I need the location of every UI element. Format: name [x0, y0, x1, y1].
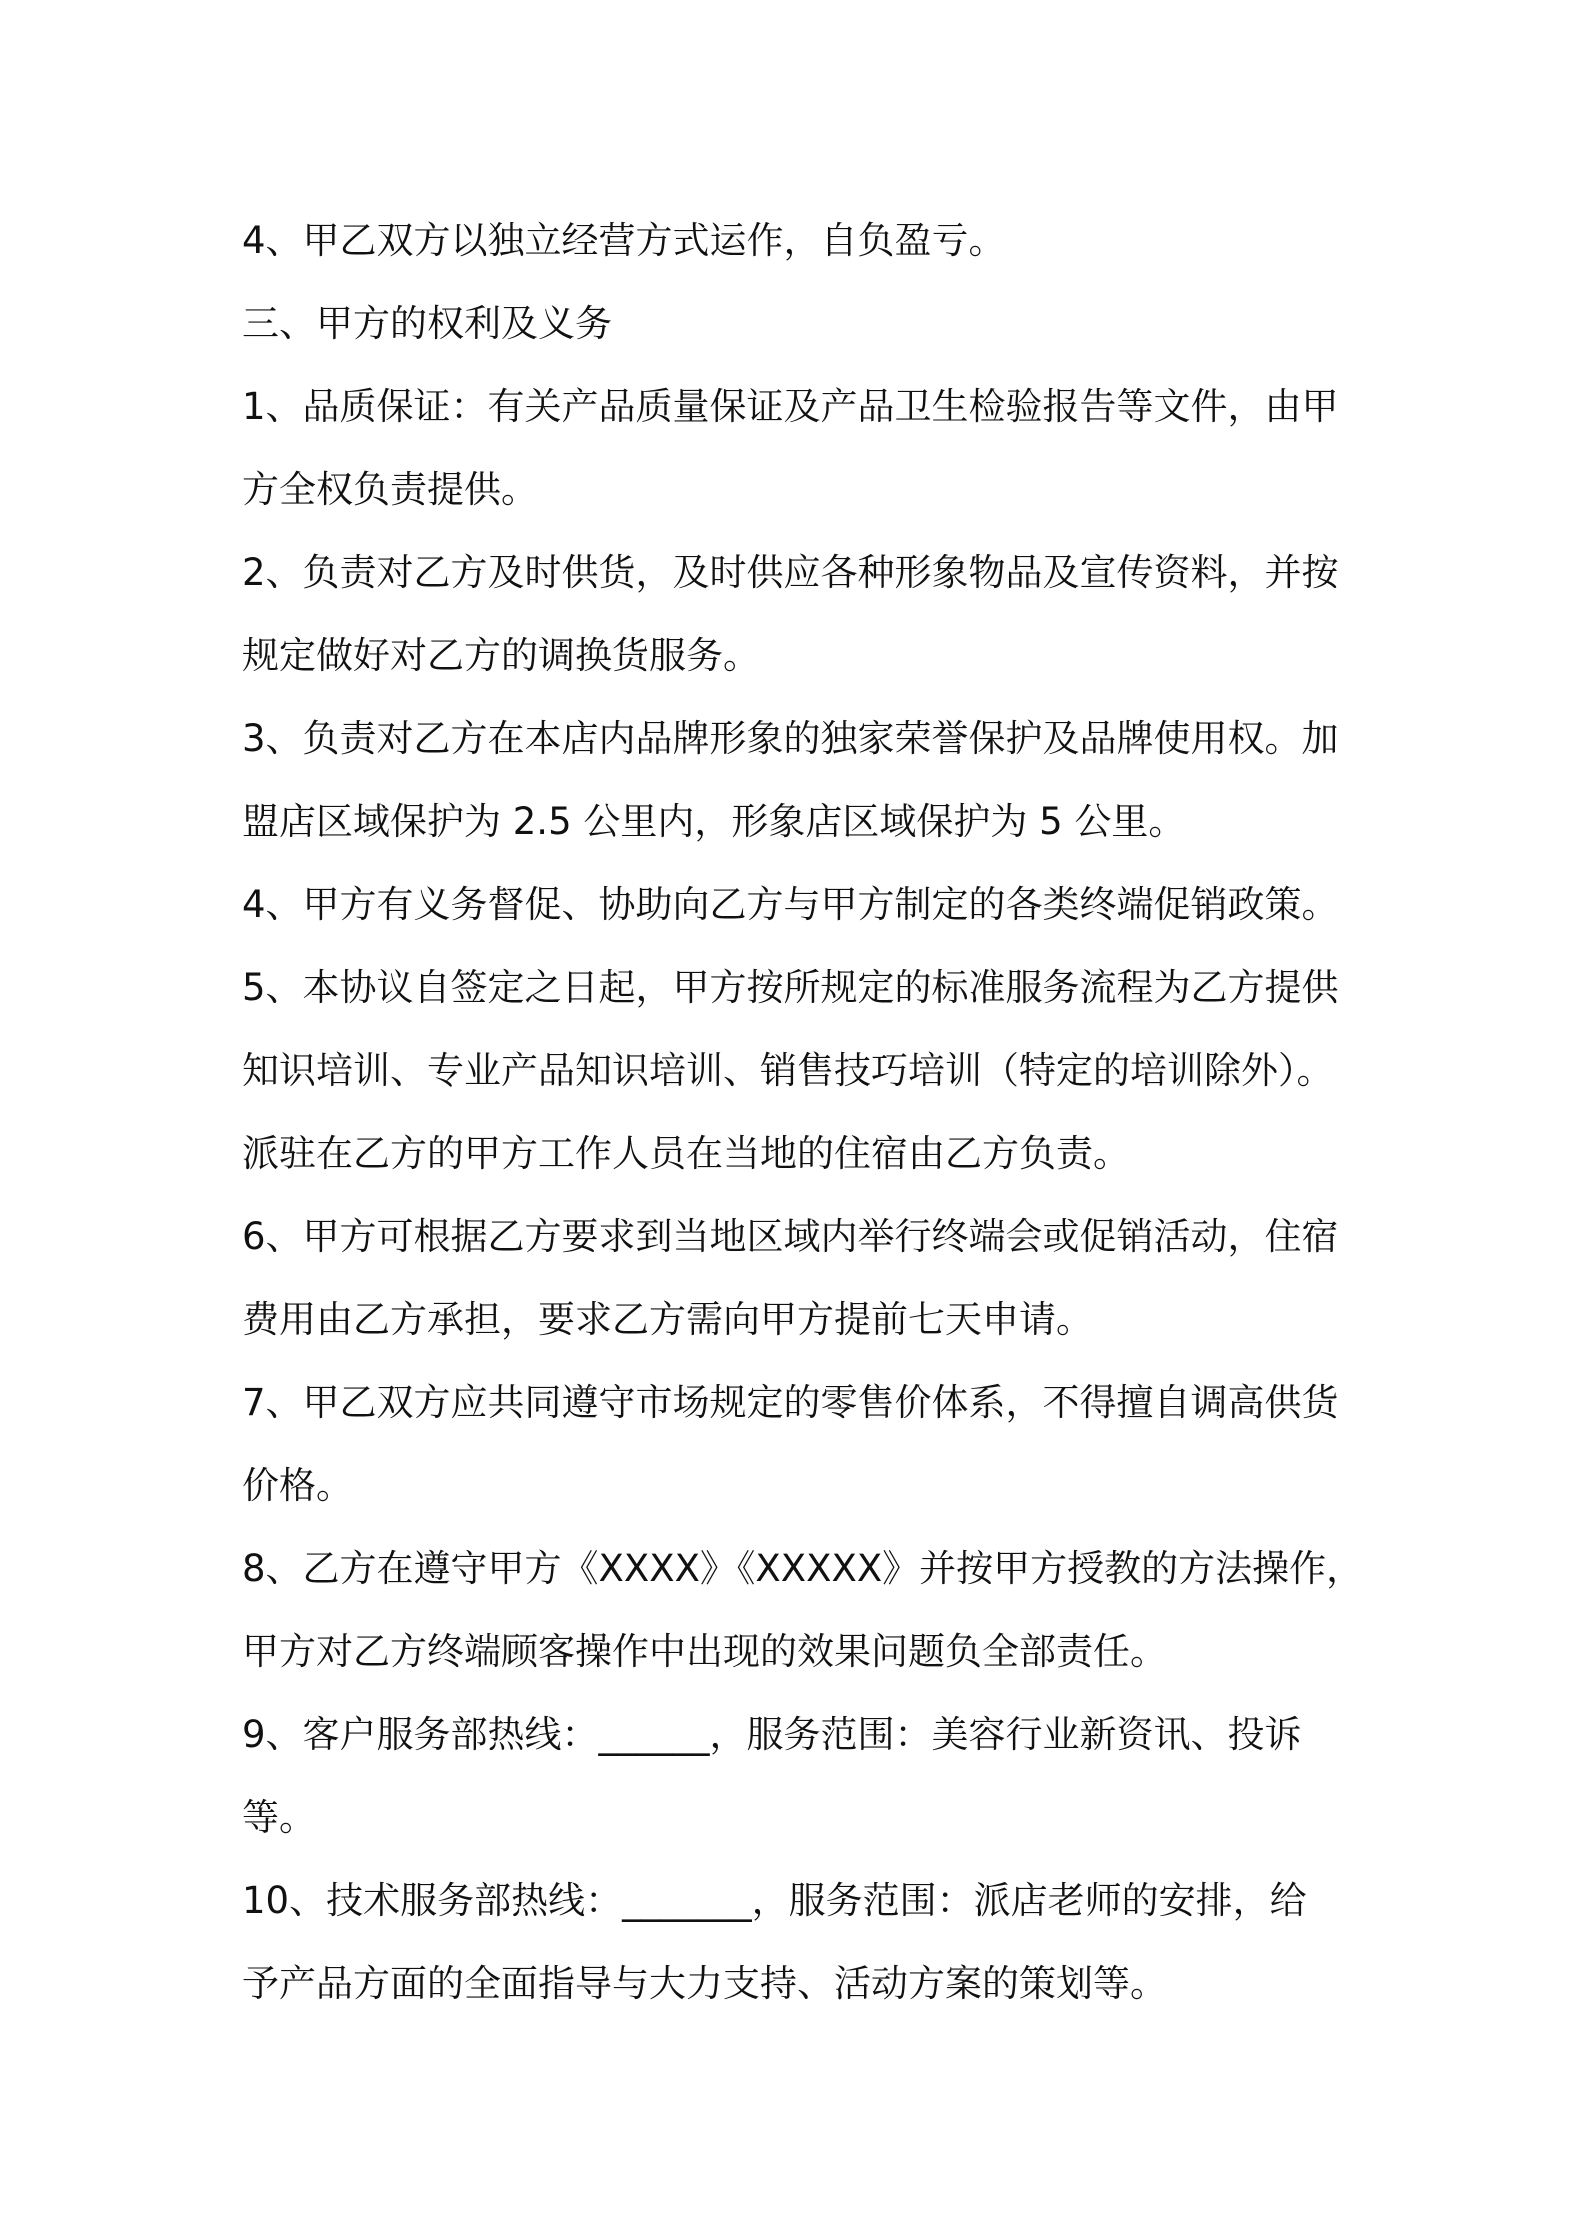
paragraph-3 — [242, 365, 1362, 531]
text-line: 5、本协议自签定之日起，甲方按所规定的标准服务流程为乙方提供 — [242, 966, 1339, 1009]
text-line: 4、甲方有义务督促、协助向乙方与甲方制定的各类终端促销政策。 — [242, 883, 1339, 926]
paragraph-9 — [242, 1361, 1362, 1527]
paragraph-7 — [242, 946, 1362, 1195]
document-body — [242, 199, 1362, 2025]
section-heading — [242, 282, 1362, 365]
text-line: 予产品方面的全面指导与大力支持、活动方案的策划等。 — [242, 1962, 1167, 2005]
text-line: 甲方对乙方终端顾客操作中出现的效果问题负全部责任。 — [242, 1630, 1167, 1673]
paragraph-6 — [242, 863, 1362, 946]
text-line: 规定做好对乙方的调换货服务。 — [242, 634, 760, 677]
paragraph-12 — [242, 1859, 1362, 2025]
text-line: 8、乙方在遵守甲方《XXXX》《XXXXX》并按甲方授教的方法操作， — [242, 1547, 1364, 1590]
text-line: 10、技术服务部热线：_______，服务范围：派店老师的安排，给 — [242, 1879, 1307, 1922]
text-line: 9、客户服务部热线：______，服务范围：美容行业新资讯、投诉 — [242, 1713, 1302, 1756]
paragraph-5 — [242, 697, 1362, 863]
text-line: 价格。 — [242, 1464, 353, 1507]
paragraph-8 — [242, 1195, 1362, 1361]
text-line: 等。 — [242, 1796, 316, 1839]
text-line: 盟店区域保护为 2.5 公里内，形象店区域保护为 5 公里。 — [242, 800, 1186, 843]
text-line: 6、甲方可根据乙方要求到当地区域内举行终端会或促销活动，住宿 — [242, 1215, 1339, 1258]
paragraph-10 — [242, 1527, 1362, 1693]
text-line: 7、甲乙双方应共同遵守市场规定的零售价体系，不得擅自调高供货 — [242, 1381, 1339, 1424]
text-line: 三、甲方的权利及义务 — [242, 302, 612, 345]
paragraph-1 — [242, 199, 1362, 282]
text-line: 4、甲乙双方以独立经营方式运作，自负盈亏。 — [242, 219, 1006, 262]
text-line: 3、负责对乙方在本店内品牌形象的独家荣誉保护及品牌使用权。加 — [242, 717, 1339, 760]
text-line: 方全权负责提供。 — [242, 468, 538, 511]
text-line: 费用由乙方承担，要求乙方需向甲方提前七天申请。 — [242, 1298, 1093, 1341]
paragraph-11 — [242, 1693, 1362, 1859]
paragraph-4 — [242, 531, 1362, 697]
text-line: 2、负责对乙方及时供货，及时供应各种形象物品及宣传资料，并按 — [242, 551, 1339, 594]
text-line: 派驻在乙方的甲方工作人员在当地的住宿由乙方负责。 — [242, 1132, 1130, 1175]
text-line: 1、品质保证：有关产品质量保证及产品卫生检验报告等文件，由甲 — [242, 385, 1339, 428]
text-line: 知识培训、专业产品知识培训、销售技巧培训（特定的培训除外）。 — [242, 1049, 1334, 1092]
